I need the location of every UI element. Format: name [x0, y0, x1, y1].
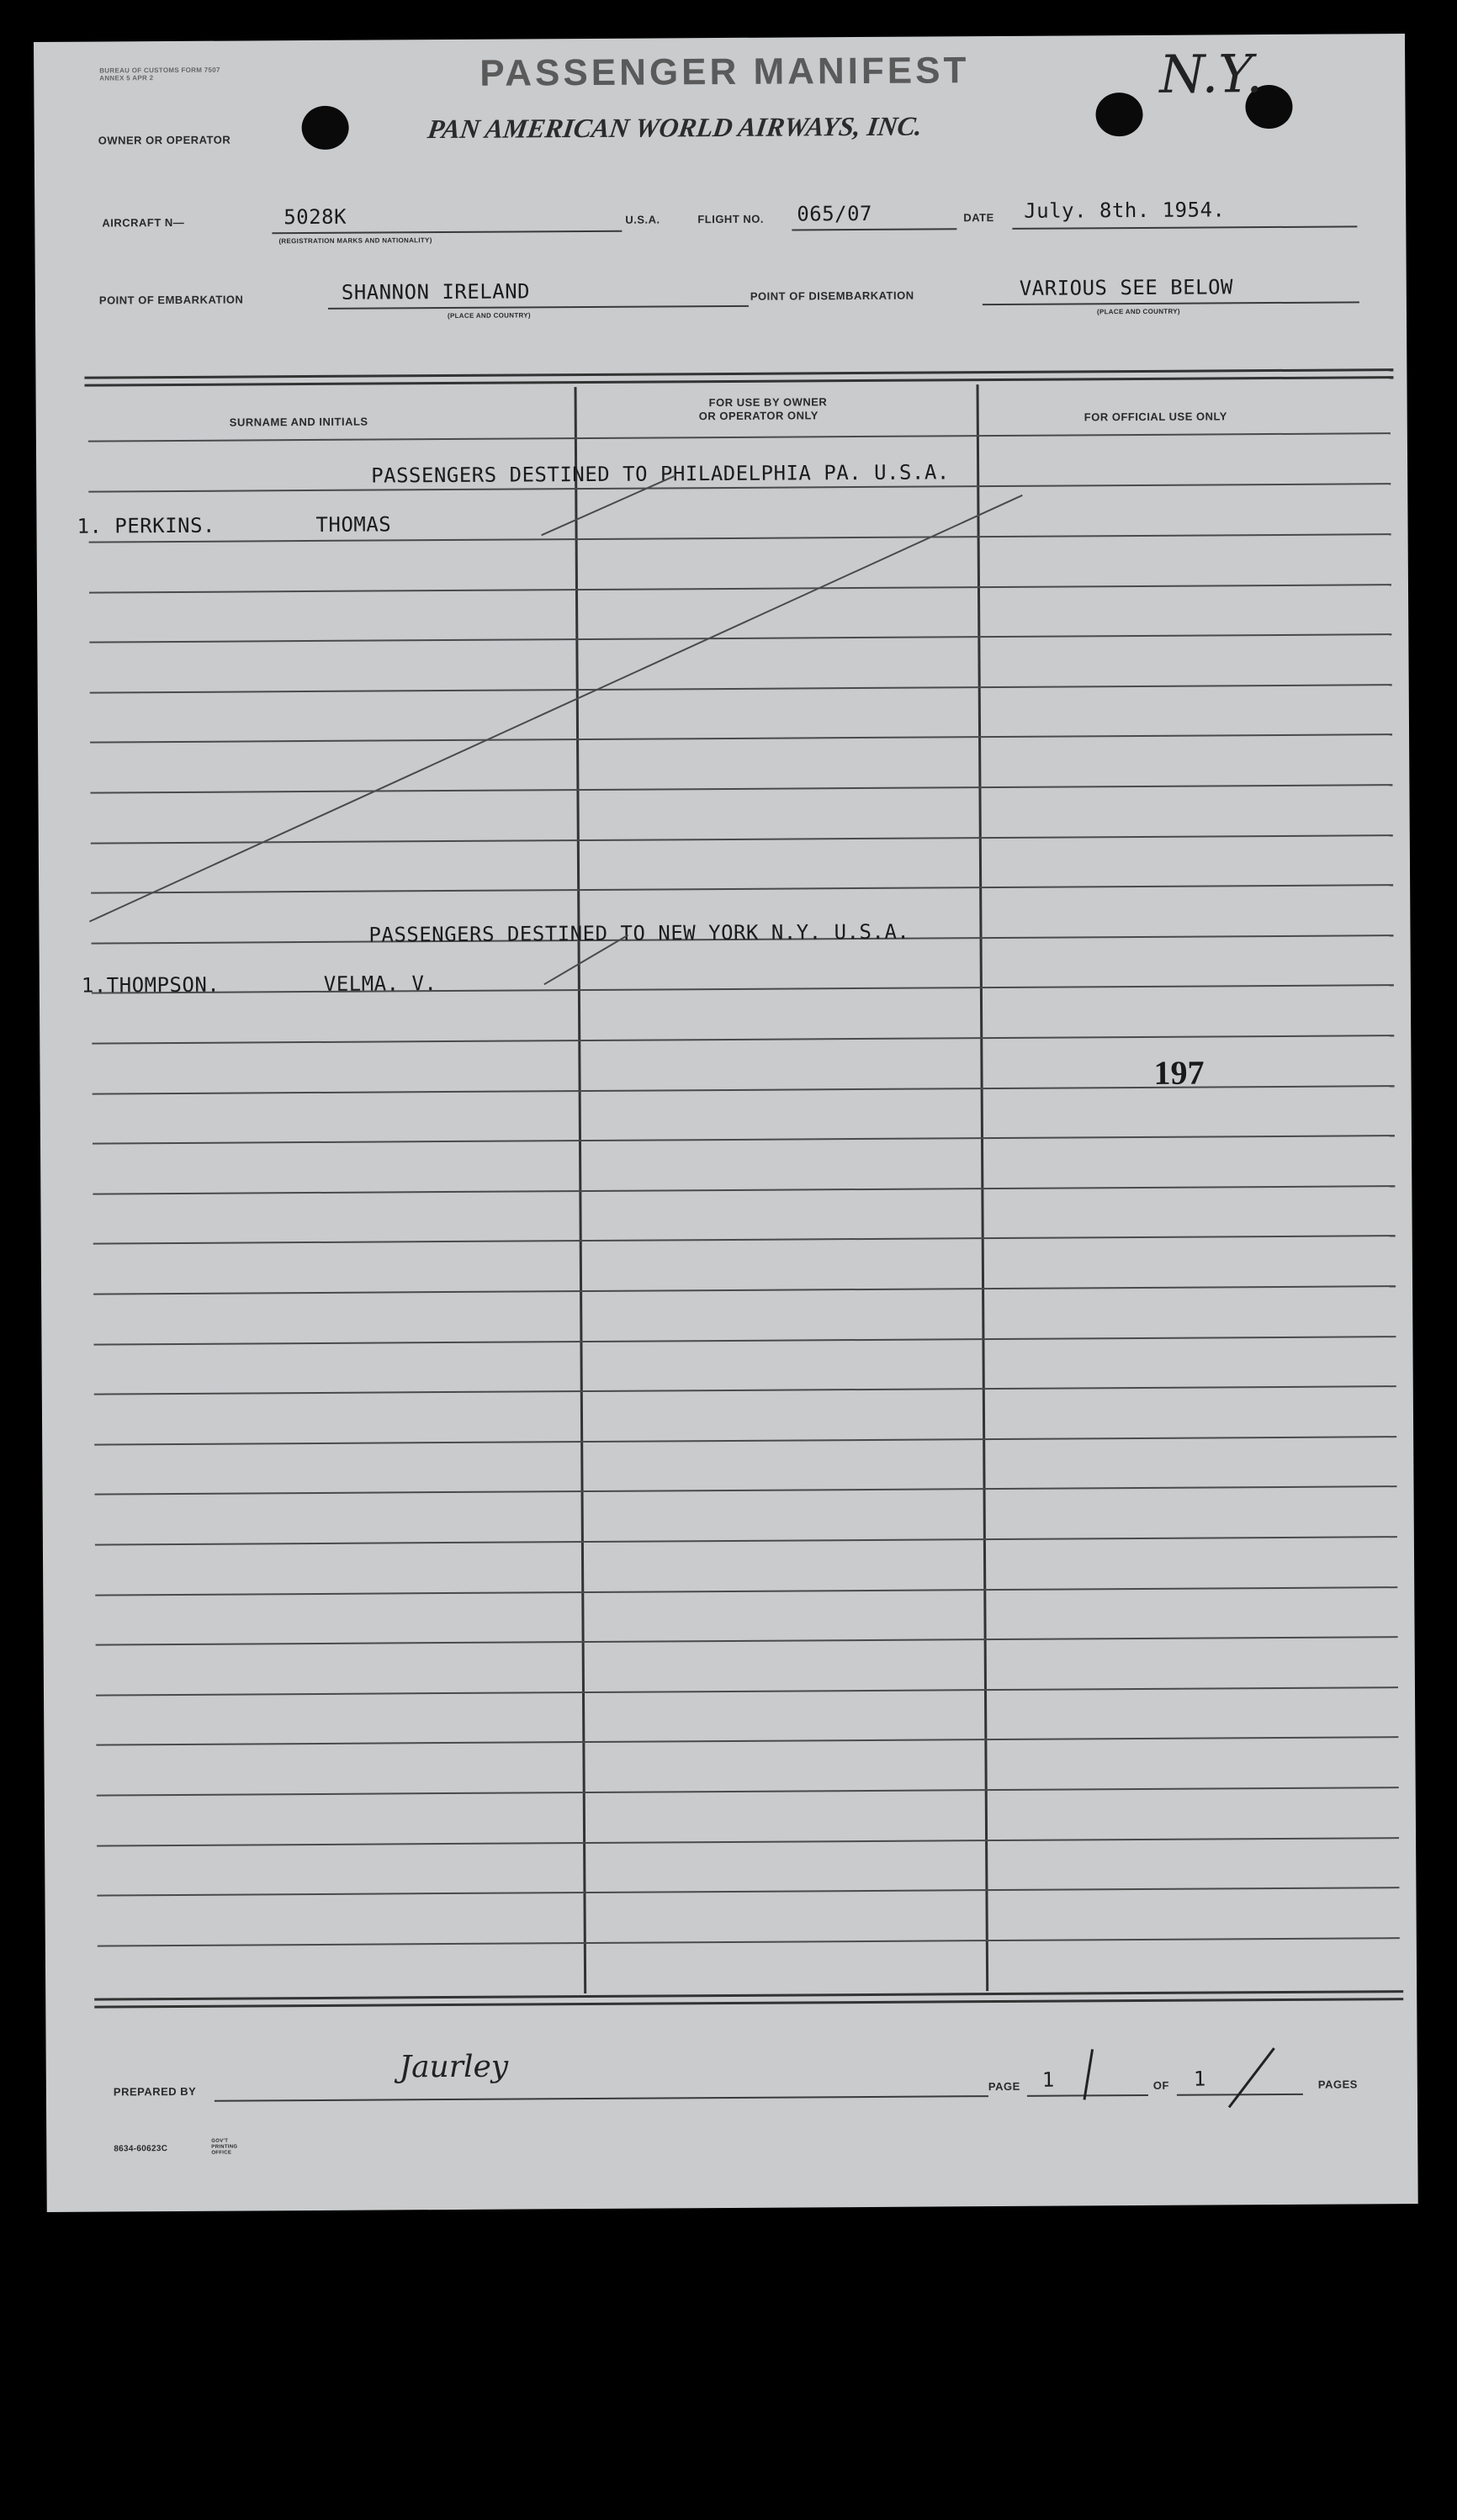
aircraft-value: 5028K — [283, 204, 347, 230]
prepared-by-signature: Jaurley — [399, 2049, 509, 2085]
flight-label: FLIGHT NO. — [697, 212, 765, 226]
disembark-caption: (PLACE AND COUNTRY) — [1096, 307, 1180, 316]
disembark-label: POINT OF DISEMBARKATION — [750, 289, 914, 303]
passenger-surname-1: 1. PERKINS. — [77, 513, 216, 538]
disembark-value: VARIOUS SEE BELOW — [1019, 275, 1234, 300]
form-code: 8634-60623C — [114, 2144, 168, 2154]
manifest-sheet — [34, 34, 1418, 2212]
date-label: DATE — [963, 211, 994, 225]
form-id: BUREAU OF CUSTOMS FORM 7507 ANNEX 5 APR 2 — [99, 66, 220, 82]
column-header-owner-use-2: OR OPERATOR ONLY — [698, 409, 819, 423]
embark-label: POINT OF EMBARKATION — [98, 293, 244, 307]
pages-label: PAGES — [1317, 2078, 1358, 2091]
printer-mark: GOV'T PRINTING OFFICE — [211, 2138, 238, 2156]
column-header-owner-use-1: FOR USE BY OWNER — [708, 395, 828, 410]
embark-value: SHANNON IRELAND — [341, 279, 531, 304]
date-value: July. 8th. 1954. — [1024, 198, 1226, 223]
country-label: U.S.A. — [625, 213, 660, 226]
total-pages: 1 — [1193, 2067, 1206, 2091]
flight-value: 065/07 — [797, 201, 873, 226]
column-header-official-use: FOR OFFICIAL USE ONLY — [1083, 410, 1227, 424]
owner-label: OWNER OR OPERATOR — [98, 133, 231, 147]
official-number: 197 — [1153, 1053, 1205, 1092]
page-label: PAGE — [988, 2079, 1020, 2094]
group-heading-philadelphia: PASSENGERS DESTINED TO PHILADELPHIA PA. U.S.A. — [371, 460, 950, 488]
aircraft-label: AIRCRAFT N— — [102, 215, 185, 230]
page-title: PASSENGER MANIFEST — [479, 50, 970, 94]
handwritten-corner-note: N.Y. — [1159, 43, 1264, 105]
handwritten-page-marks — [1081, 2046, 1333, 2115]
column-header-surname: SURNAME AND INITIALS — [229, 415, 368, 429]
embark-caption: (PLACE AND COUNTRY) — [447, 311, 531, 320]
pencil-strike-marks — [34, 34, 1418, 2212]
group-heading-new-york: PASSENGERS DESTINED TO NEW YORK N.Y. U.S.A. — [368, 919, 910, 947]
of-label: OF — [1152, 2078, 1169, 2092]
passenger-surname-2: 1.THOMPSON. — [81, 972, 220, 998]
passenger-given-1: THOMAS — [315, 512, 392, 537]
prepared-by-label: PREPARED BY — [113, 2084, 197, 2099]
owner-name: PAN AMERICAN WORLD AIRWAYS, INC. — [426, 110, 925, 145]
page-number: 1 — [1041, 2067, 1055, 2092]
passenger-given-2: VELMA. V. — [323, 971, 437, 996]
aircraft-caption: (REGISTRATION MARKS AND NATIONALITY) — [278, 236, 432, 246]
